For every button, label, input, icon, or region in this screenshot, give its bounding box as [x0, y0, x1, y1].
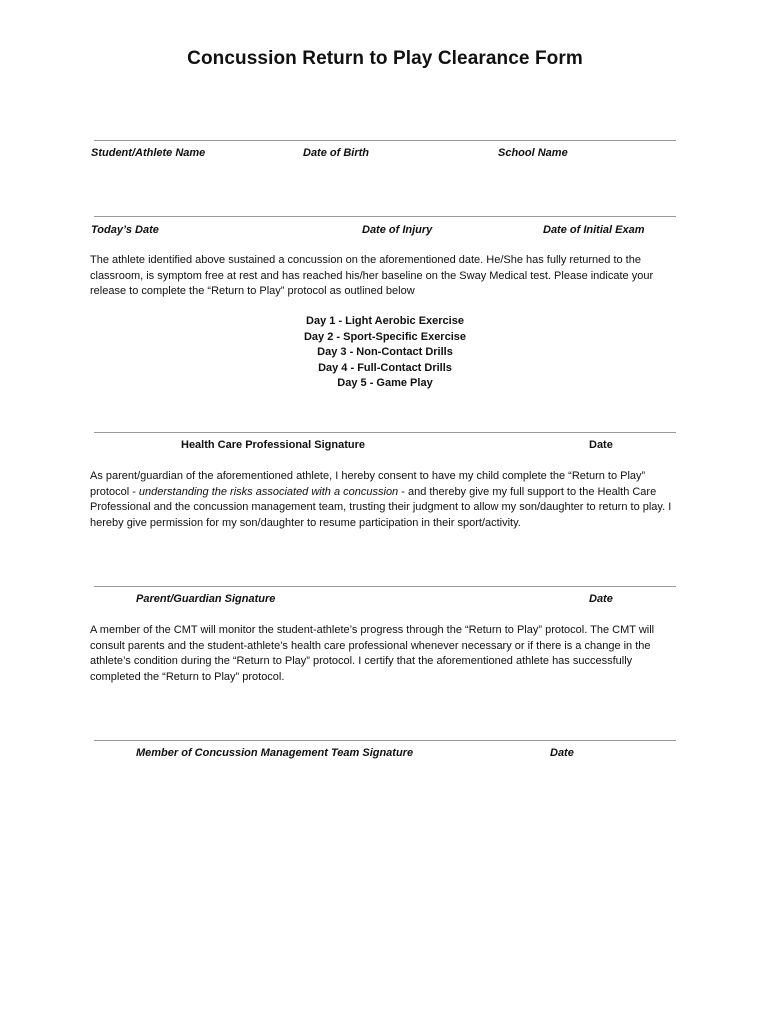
parent-signature-line[interactable]: [94, 586, 676, 587]
protocol-day-2: Day 2 - Sport-Specific Exercise: [303, 330, 466, 343]
cmt-paragraph-text: A member of the CMT will monitor the student-athlete’s progress through the “Return to Play” protocol. The CMT will consult parents and the student-athlete’s health care professional whenever necessary or if there is a change in the athlete’s condition during the “Return to Play” protocol. I certify that the aforementioned athlete has successfully completed the “Return to Play” protocol.: [90, 624, 655, 683]
cmt-date-label: Date: [550, 747, 574, 759]
parent-consent-italic: understanding the risks associated with a concussion: [138, 485, 399, 498]
parent-date-label: Date: [589, 593, 613, 605]
parent-consent-text: [90, 469, 682, 531]
protocol-day-1: Day 1 - Light Aerobic Exercise: [306, 315, 464, 327]
protocol-day-4: Day 4 - Full-Contact Drills: [318, 361, 452, 374]
cmt-paragraph: [90, 623, 682, 685]
todays-date-label: Today’s Date: [91, 224, 159, 236]
hcp-signature-label: Health Care Professional Signature: [181, 439, 365, 451]
hcp-date-label: Date: [589, 439, 613, 451]
school-name-label: School Name: [498, 147, 568, 159]
form-title: Concussion Return to Play Clearance Form: [187, 48, 583, 69]
parent-consent-paragraph: [90, 469, 682, 531]
protocol-day-3: Day 3 - Non-Contact Drills: [317, 346, 453, 358]
date-of-birth-label: Date of Birth: [303, 147, 369, 159]
student-name-label: Student/Athlete Name: [91, 147, 206, 159]
cmt-signature-line[interactable]: [94, 740, 676, 741]
parent-consent-part2: - and thereby give my full support to the Health Care Professional and the concussion management team, trusting their judgment to allow my son/daughter to return to play. I hereby give permission for my son/daughter to resume participation in their sport/activity.: [90, 485, 672, 529]
cmt-signature-label: Member of Concussion Management Team Signature: [136, 747, 414, 759]
dates-line[interactable]: [94, 216, 676, 217]
date-of-initial-exam-label: Date of Initial Exam: [543, 224, 645, 236]
student-info-line[interactable]: [94, 140, 676, 141]
protocol-day-5: Day 5 - Game Play: [337, 377, 433, 389]
protocol-days-list: [0, 314, 770, 392]
intro-paragraph-text: The athlete identified above sustained a concussion on the aforementioned date. He/She has fully returned to the classroom, is symptom free at rest and has reached his/her baseline on the Sway Medical test. Please indicate your release to complete the “Return to Play” protocol as outlined below: [90, 254, 654, 297]
parent-signature-label: Parent/Guardian Signature: [136, 593, 276, 605]
parent-consent-part1: As parent/guardian of the aforementioned athlete, I hereby consent to have my child complete the “Return to Play” protocol -: [90, 470, 646, 498]
intro-paragraph: [90, 253, 682, 300]
date-of-injury-label: Date of Injury: [362, 224, 433, 236]
hcp-signature-line[interactable]: [94, 432, 676, 433]
